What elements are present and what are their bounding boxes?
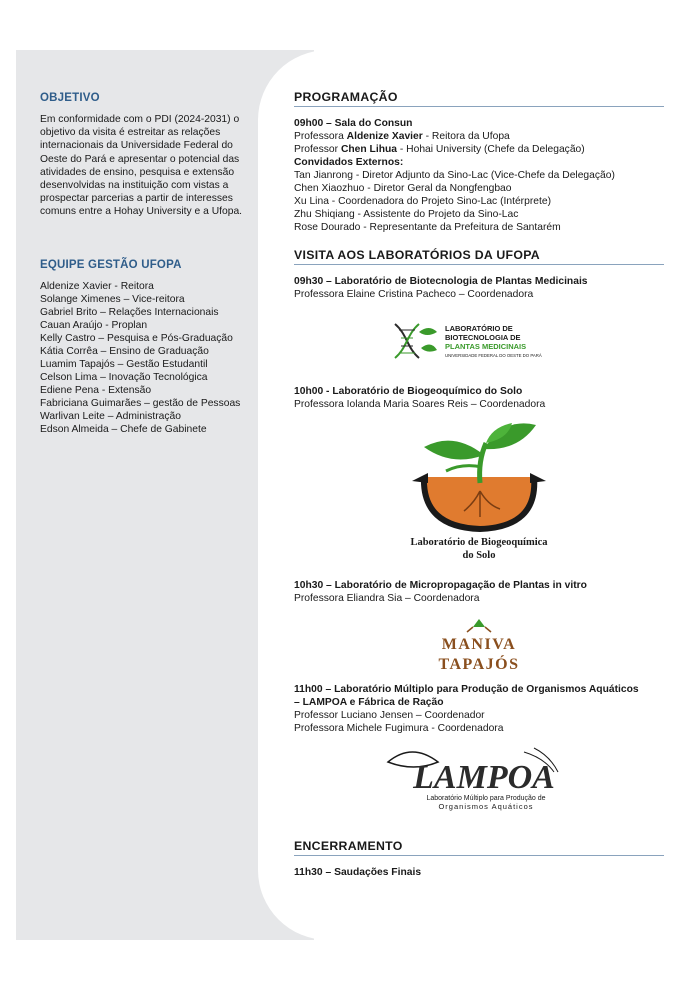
guest-line: Rose Dourado - Representante da Prefeitura de Santarém: [294, 222, 561, 233]
list-item: Kelly Castro – Pesquisa e Pós-Graduação: [40, 332, 233, 344]
lampoa-line2: Organismos Aquáticos: [438, 802, 534, 811]
host-name: Chen Lihua: [340, 144, 397, 155]
maniva-tapajos-logo: [294, 613, 664, 677]
list-item: Ediene Pena - Extensão: [40, 384, 152, 396]
lampoa-line1: Laboratório Múltiplo para Produção de: [426, 795, 546, 802]
lab2-logo-line2: do Solo: [462, 550, 496, 561]
lab1-logo-line4: UNIVERSIDADE FEDERAL DO OESTE DO PARÁ: [445, 353, 542, 358]
maniva-line2: TAPAJÓS: [438, 656, 520, 673]
visita-heading: VISITA AOS LABORATÓRIOS DA UFOPA: [294, 248, 664, 265]
dna-plant-icon: [389, 318, 569, 364]
lab-coordinator: Professora Elaine Cristina Pacheco – Coordenadora: [294, 289, 534, 300]
host-role: - Reitora da Ufopa: [422, 131, 510, 142]
host-line-2: [294, 143, 664, 156]
right-column: [294, 90, 664, 879]
lab1-logo-line2: BIOTECNOLOGIA DE: [445, 333, 521, 342]
lab-coordinator: Professora Eliandra Sia – Coordenadora: [294, 593, 480, 604]
lampoa-fish-icon: [384, 742, 574, 814]
lab-title-line2: – LAMPOA e Fábrica de Ração: [294, 697, 444, 708]
seedling-soil-icon: [354, 421, 604, 563]
objetivo-text: Em conformidade com o PDI (2024-2031) o objetivo da visita é estreitar as relações internacionais da Universidade Federal do Oeste do Pará e apresentar o potencial das atividades de ensino, pesquisa e extensão desenvolvidas na instituição com vistas a prospectar parcerias a partir de interesses comuns entre a Hohay University e a Ufopa.: [40, 114, 243, 218]
lampoa-name: LAMPOA: [413, 759, 555, 796]
list-item: Fabriciana Guimarães – gestão de Pessoas: [40, 397, 241, 409]
lab-coordinator: Professora Michele Fugimura - Coordenadora: [294, 723, 504, 734]
list-item: Luamim Tapajós – Gestão Estudantil: [40, 358, 208, 370]
lab-title: 10h30 – Laboratório de Micropropagação de Plantas in vitro: [294, 580, 587, 591]
guest-line: Xu Lina - Coordenadora do Projeto Sino-Lac (Intérprete): [294, 196, 551, 207]
host-line-1: [294, 130, 664, 143]
lab-biotecnologia-logo: [294, 313, 664, 369]
host-prefix: Professor: [294, 144, 341, 155]
programacao-heading: PROGRAMAÇÃO: [294, 90, 664, 107]
equipe-list: [40, 280, 250, 436]
guest-line: Zhu Shiqiang - Assistente do Projeto da Sino-Lac: [294, 209, 519, 220]
list-item: Edson Almeida – Chefe de Gabinete: [40, 423, 207, 435]
lab1-logo-line3: PLANTAS MEDICINAIS: [445, 342, 527, 351]
list-item: Kátia Corrêa – Ensino de Graduação: [40, 345, 209, 357]
encerramento-item: 11h30 – Saudações Finais: [294, 867, 422, 878]
lab-coordinator: Professora Iolanda Maria Soares Reis – Coordenadora: [294, 399, 546, 410]
lab1-logo-line1: LABORATÓRIO DE: [445, 324, 513, 333]
lab-title-line1: 11h00 – Laboratório Múltiplo para Produção de Organismos Aquáticos: [294, 684, 639, 695]
lab-coordinator: Professor Luciano Jensen – Coordenador: [294, 710, 485, 721]
encerramento-heading: ENCERRAMENTO: [294, 839, 664, 856]
left-column: [40, 92, 250, 436]
maniva-line1: MANIVA: [441, 636, 517, 653]
maniva-leaf-icon: [414, 615, 544, 675]
host-name: Aldenize Xavier: [346, 131, 423, 142]
lab-title: 10h00 - Laboratório de Biogeoquímico do Solo: [294, 386, 523, 397]
lab-title: 09h30 – Laboratório de Biotecnologia de Plantas Medicinais: [294, 276, 588, 287]
list-item: Gabriel Brito – Relações Internacionais: [40, 306, 219, 318]
list-item: Warlivan Leite – Administração: [40, 410, 181, 422]
host-role: - Hohai University (Chefe da Delegação): [397, 144, 585, 155]
lab2-logo-line1: Laboratório de Biogeoquímica: [410, 537, 548, 548]
guests-title: Convidados Externos:: [294, 157, 404, 168]
list-item: Celson Lima – Inovação Tecnológica: [40, 371, 208, 383]
list-item: Cauan Araújo - Proplan: [40, 319, 148, 331]
equipe-heading: EQUIPE GESTÃO UFOPA: [40, 258, 182, 271]
guest-line: Tan Jianrong - Diretor Adjunto da Sino-Lac (Vice-Chefe da Delegação): [294, 170, 615, 181]
objetivo-heading: OBJETIVO: [40, 92, 100, 104]
guest-line: Chen Xiaozhuo - Diretor Geral da Nongfengbao: [294, 183, 512, 194]
session-title: 09h00 – Sala do Consun: [294, 118, 413, 129]
list-item: Solange Ximenes – Vice-reitora: [40, 293, 185, 305]
host-prefix: Professora: [294, 131, 347, 142]
lampoa-logo: [294, 741, 664, 815]
list-item: Aldenize Xavier - Reitora: [40, 280, 154, 292]
lab-solo-logo: [294, 419, 664, 565]
